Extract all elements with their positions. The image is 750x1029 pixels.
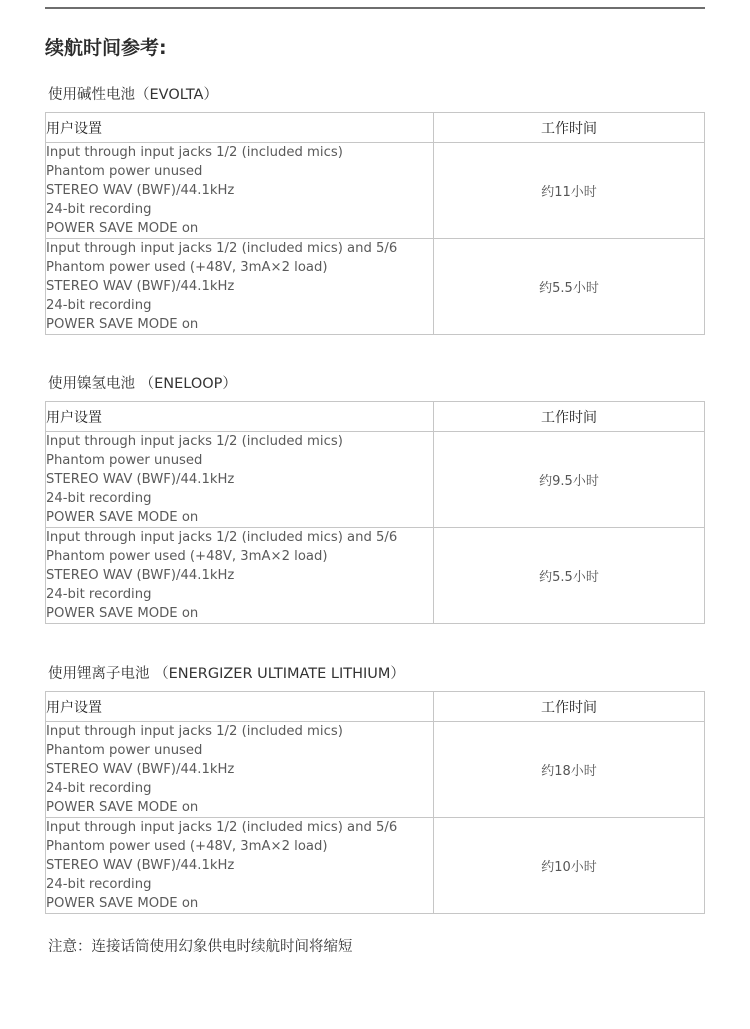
setting-line: Phantom power unused xyxy=(46,164,203,179)
setting-cell xyxy=(46,432,434,528)
runtime-table xyxy=(45,691,705,914)
setting-line: POWER SAVE MODE on xyxy=(46,317,199,332)
battery-section-nimh xyxy=(45,373,705,624)
setting-line: POWER SAVE MODE on xyxy=(46,606,199,621)
section-title: 使用锂离子电池 （ENERGIZER ULTIMATE LITHIUM） xyxy=(48,666,405,682)
table-row xyxy=(46,528,705,624)
setting-line: 24-bit recording xyxy=(46,781,152,796)
header-time: 工作时间 xyxy=(434,402,705,432)
table-header-row xyxy=(46,692,705,722)
time-cell: 约18小时 xyxy=(434,722,705,818)
battery-section-lithium xyxy=(45,663,705,914)
section-title: 使用镍氢电池 （ENELOOP） xyxy=(48,376,237,392)
setting-line: 24-bit recording xyxy=(46,298,152,313)
setting-line: Phantom power used (+48V, 3mA×2 load) xyxy=(46,549,328,564)
header-setting: 用户设置 xyxy=(46,402,434,432)
setting-cell xyxy=(46,239,434,335)
setting-line: Input through input jacks 1/2 (included mics) xyxy=(46,145,343,160)
header-setting: 用户设置 xyxy=(46,113,434,143)
runtime-table xyxy=(45,401,705,624)
setting-line: Phantom power unused xyxy=(46,453,203,468)
setting-cell xyxy=(46,143,434,239)
setting-line: Input through input jacks 1/2 (included mics) and 5/6 xyxy=(46,530,398,545)
time-cell: 约5.5小时 xyxy=(434,239,705,335)
header-setting: 用户设置 xyxy=(46,692,434,722)
table-row xyxy=(46,239,705,335)
setting-cell xyxy=(46,722,434,818)
setting-cell xyxy=(46,528,434,624)
setting-line: STEREO WAV (BWF)/44.1kHz xyxy=(46,568,235,583)
setting-cell xyxy=(46,818,434,914)
setting-line: STEREO WAV (BWF)/44.1kHz xyxy=(46,183,235,198)
header-time: 工作时间 xyxy=(434,113,705,143)
time-cell: 约9.5小时 xyxy=(434,432,705,528)
setting-line: 24-bit recording xyxy=(46,877,152,892)
runtime-table xyxy=(45,112,705,335)
setting-line: 24-bit recording xyxy=(46,587,152,602)
setting-line: Input through input jacks 1/2 (included mics) xyxy=(46,434,343,449)
table-row xyxy=(46,143,705,239)
time-cell: 约11小时 xyxy=(434,143,705,239)
setting-line: POWER SAVE MODE on xyxy=(46,896,199,911)
header-time: 工作时间 xyxy=(434,692,705,722)
setting-line: STEREO WAV (BWF)/44.1kHz xyxy=(46,472,235,487)
page-title: 续航时间参考: xyxy=(45,37,167,59)
setting-line: Phantom power used (+48V, 3mA×2 load) xyxy=(46,260,328,275)
setting-line: STEREO WAV (BWF)/44.1kHz xyxy=(46,858,235,873)
setting-line: Input through input jacks 1/2 (included mics) xyxy=(46,724,343,739)
table-row xyxy=(46,722,705,818)
setting-line: Input through input jacks 1/2 (included mics) and 5/6 xyxy=(46,820,398,835)
setting-line: POWER SAVE MODE on xyxy=(46,221,199,236)
setting-line: STEREO WAV (BWF)/44.1kHz xyxy=(46,762,235,777)
setting-line: POWER SAVE MODE on xyxy=(46,800,199,815)
battery-section-alkaline xyxy=(45,84,705,335)
setting-line: Phantom power unused xyxy=(46,743,203,758)
table-header-row xyxy=(46,113,705,143)
setting-line: POWER SAVE MODE on xyxy=(46,510,199,525)
time-cell: 约5.5小时 xyxy=(434,528,705,624)
setting-line: Input through input jacks 1/2 (included mics) and 5/6 xyxy=(46,241,398,256)
table-header-row xyxy=(46,402,705,432)
section-title: 使用碱性电池（EVOLTA） xyxy=(48,87,218,103)
top-divider xyxy=(45,7,705,9)
setting-line: 24-bit recording xyxy=(46,491,152,506)
footnote: 注意：连接话筒使用幻象供电时续航时间将缩短 xyxy=(48,939,353,955)
time-cell: 约10小时 xyxy=(434,818,705,914)
setting-line: 24-bit recording xyxy=(46,202,152,217)
table-row xyxy=(46,818,705,914)
table-row xyxy=(46,432,705,528)
setting-line: Phantom power used (+48V, 3mA×2 load) xyxy=(46,839,328,854)
setting-line: STEREO WAV (BWF)/44.1kHz xyxy=(46,279,235,294)
